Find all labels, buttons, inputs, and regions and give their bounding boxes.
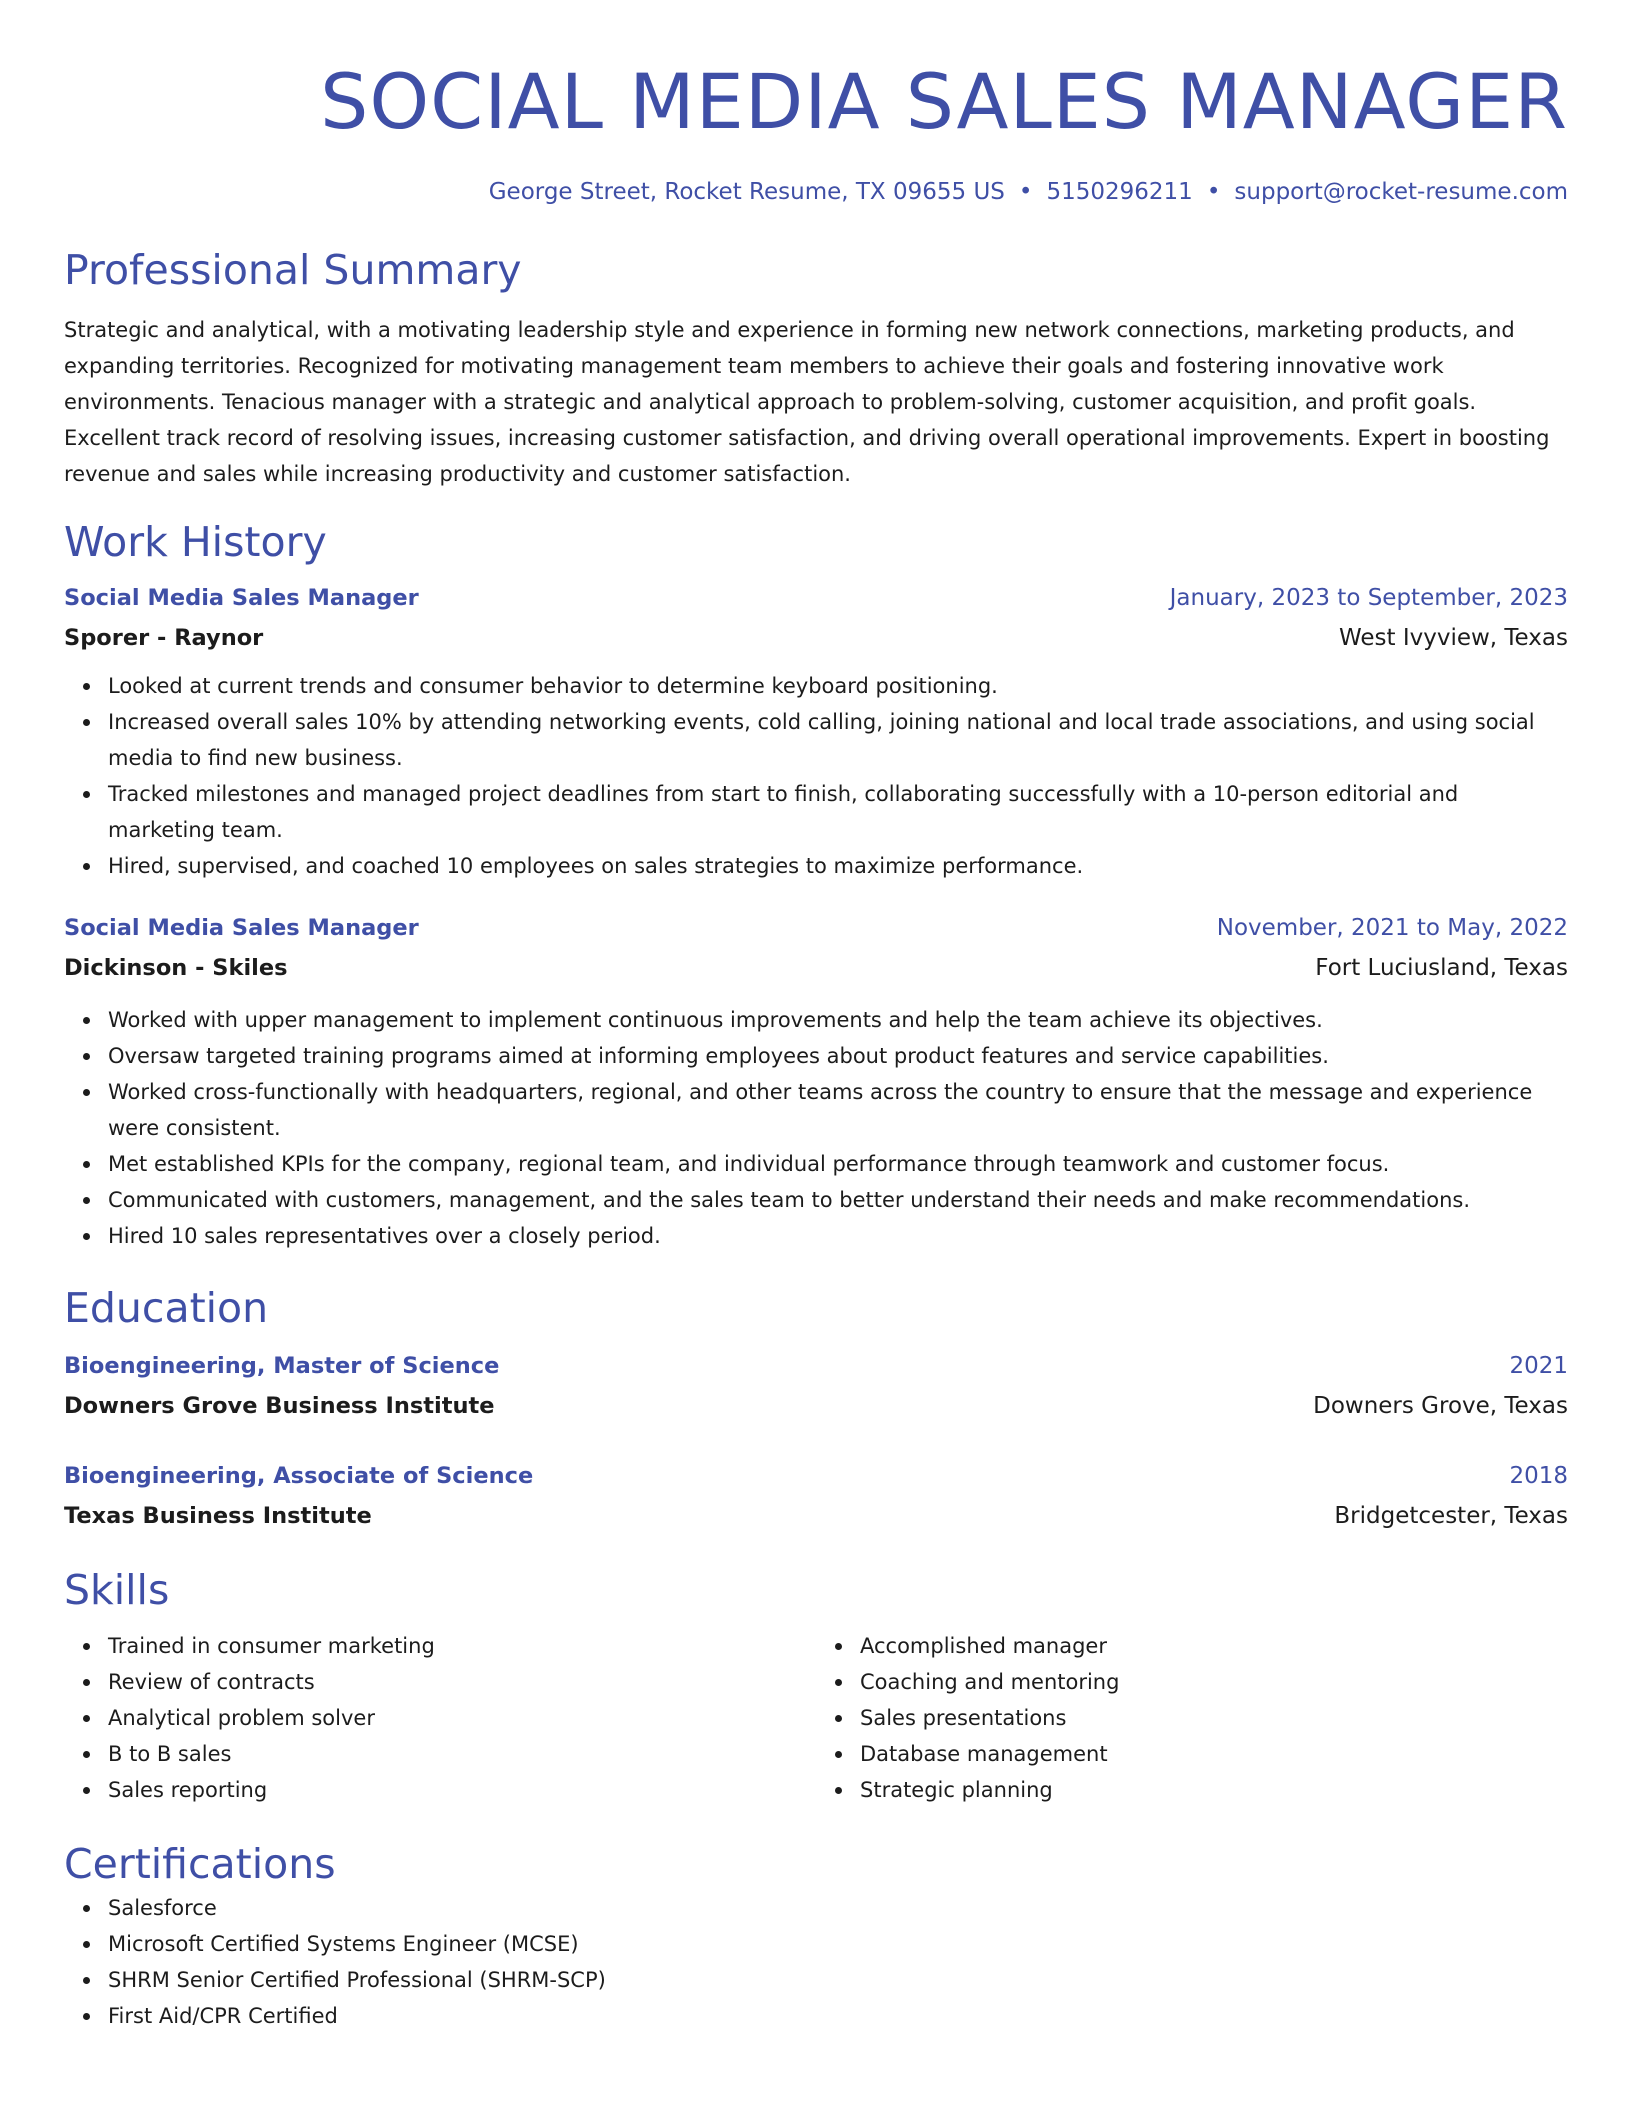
education-year: 2018 — [1509, 1463, 1568, 1489]
job-company: Sporer - Raynor — [64, 625, 264, 651]
job-bullet: Communicated with customers, management, and the sales team to better understand their needs and make recommendations. — [108, 1182, 1568, 1218]
separator-dot: • — [1018, 179, 1033, 205]
job-bullet: Met established KPIs for the company, regional team, and individual performance through teamwork and customer focus. — [108, 1146, 1568, 1182]
summary-heading: Professional Summary — [64, 246, 522, 294]
skill-item: Coaching and mentoring — [860, 1664, 1568, 1700]
education-entry — [64, 1346, 1568, 1426]
education-school: Texas Business Institute — [64, 1503, 372, 1529]
certification-item: SHRM Senior Certified Professional (SHRM-SCP) — [108, 1962, 1568, 1998]
job-bullets — [64, 1002, 1568, 1254]
skills-list — [64, 1628, 1568, 1808]
skill-item: Sales reporting — [108, 1772, 816, 1808]
job-bullet: Hired 10 sales representatives over a closely period. — [108, 1218, 1568, 1254]
certifications-list — [64, 1890, 1568, 2034]
job-bullet: Worked cross-functionally with headquarters, regional, and other teams across the country to ensure that the message and experience were consistent. — [108, 1074, 1568, 1146]
skill-item: Trained in consumer marketing — [108, 1628, 816, 1664]
contact-email: support@rocket-resume.com — [1234, 179, 1568, 205]
contact-phone: 5150296211 — [1046, 179, 1193, 205]
summary-text: Strategic and analytical, with a motivating leadership style and experience in forming new network connections, marketing products, and expanding territories. Recognized for motivating management team members to achieve their goals and fostering innovative work environments. Tenacious manager with a strategic and analytical approach to problem-solving, customer acquisition, and profit goals. Excellent track record of resolving issues, increasing customer satisfaction, and driving overall operational improvements. Expert in boosting revenue and sales while increasing productivity and customer satisfaction. — [64, 318, 1550, 486]
skills-column-right — [816, 1628, 1568, 1808]
job-bullet: Tracked milestones and managed project deadlines from start to finish, collaborating successfully with a 10-person editorial and marketing team. — [108, 776, 1568, 848]
certification-item: First Aid/CPR Certified — [108, 1998, 1568, 2034]
certifications-heading: Certifications — [64, 1840, 336, 1888]
education-year: 2021 — [1509, 1353, 1568, 1379]
skills-heading: Skills — [64, 1566, 170, 1614]
job-bullet: Looked at current trends and consumer behavior to determine keyboard positioning. — [108, 668, 1568, 704]
education-degree: Bioengineering, Associate of Science — [64, 1463, 534, 1489]
education-entry — [64, 1456, 1568, 1536]
job-bullet: Oversaw targeted training programs aimed at informing employees about product features and service capabilities. — [108, 1038, 1568, 1074]
skill-item: Sales presentations — [860, 1700, 1568, 1736]
job-bullet: Worked with upper management to implement continuous improvements and help the team achieve its objectives. — [108, 1002, 1568, 1038]
separator-dot: • — [1206, 179, 1221, 205]
certification-item: Microsoft Certified Systems Engineer (MCSE) — [108, 1926, 1568, 1962]
skill-item: Analytical problem solver — [108, 1700, 816, 1736]
skills-column-left — [64, 1628, 816, 1808]
skill-item: Database management — [860, 1736, 1568, 1772]
education-school: Downers Grove Business Institute — [64, 1393, 495, 1419]
certification-item: Salesforce — [108, 1890, 1568, 1926]
skill-item: Strategic planning — [860, 1772, 1568, 1808]
education-degree: Bioengineering, Master of Science — [64, 1353, 500, 1379]
contact-line — [64, 176, 1568, 208]
resume-name: SOCIAL MEDIA SALES MANAGER — [320, 57, 1568, 146]
education-location: Downers Grove, Texas — [1313, 1393, 1568, 1419]
job-company: Dickinson - Skiles — [64, 955, 288, 981]
job-dates: January, 2023 to September, 2023 — [1169, 585, 1568, 611]
job-dates: November, 2021 to May, 2022 — [1216, 915, 1568, 941]
job-location: Fort Luciusland, Texas — [1315, 955, 1568, 981]
education-heading: Education — [64, 1284, 269, 1332]
job-bullets — [64, 668, 1568, 884]
job-role: Social Media Sales Manager — [64, 915, 419, 941]
education-location: Bridgetcester, Texas — [1334, 1503, 1568, 1529]
job-bullet: Hired, supervised, and coached 10 employees on sales strategies to maximize performance. — [108, 848, 1568, 884]
job-location: West Ivyview, Texas — [1338, 625, 1568, 651]
job-entry — [64, 908, 1568, 1254]
job-entry — [64, 578, 1568, 884]
skill-item: Review of contracts — [108, 1664, 816, 1700]
job-role: Social Media Sales Manager — [64, 585, 419, 611]
contact-address: George Street, Rocket Resume, TX 09655 US — [488, 179, 1005, 205]
job-bullet: Increased overall sales 10% by attending networking events, cold calling, joining national and local trade associations, and using social media to find new business. — [108, 704, 1568, 776]
work-history-heading: Work History — [64, 518, 327, 566]
skill-item: Accomplished manager — [860, 1628, 1568, 1664]
skill-item: B to B sales — [108, 1736, 816, 1772]
